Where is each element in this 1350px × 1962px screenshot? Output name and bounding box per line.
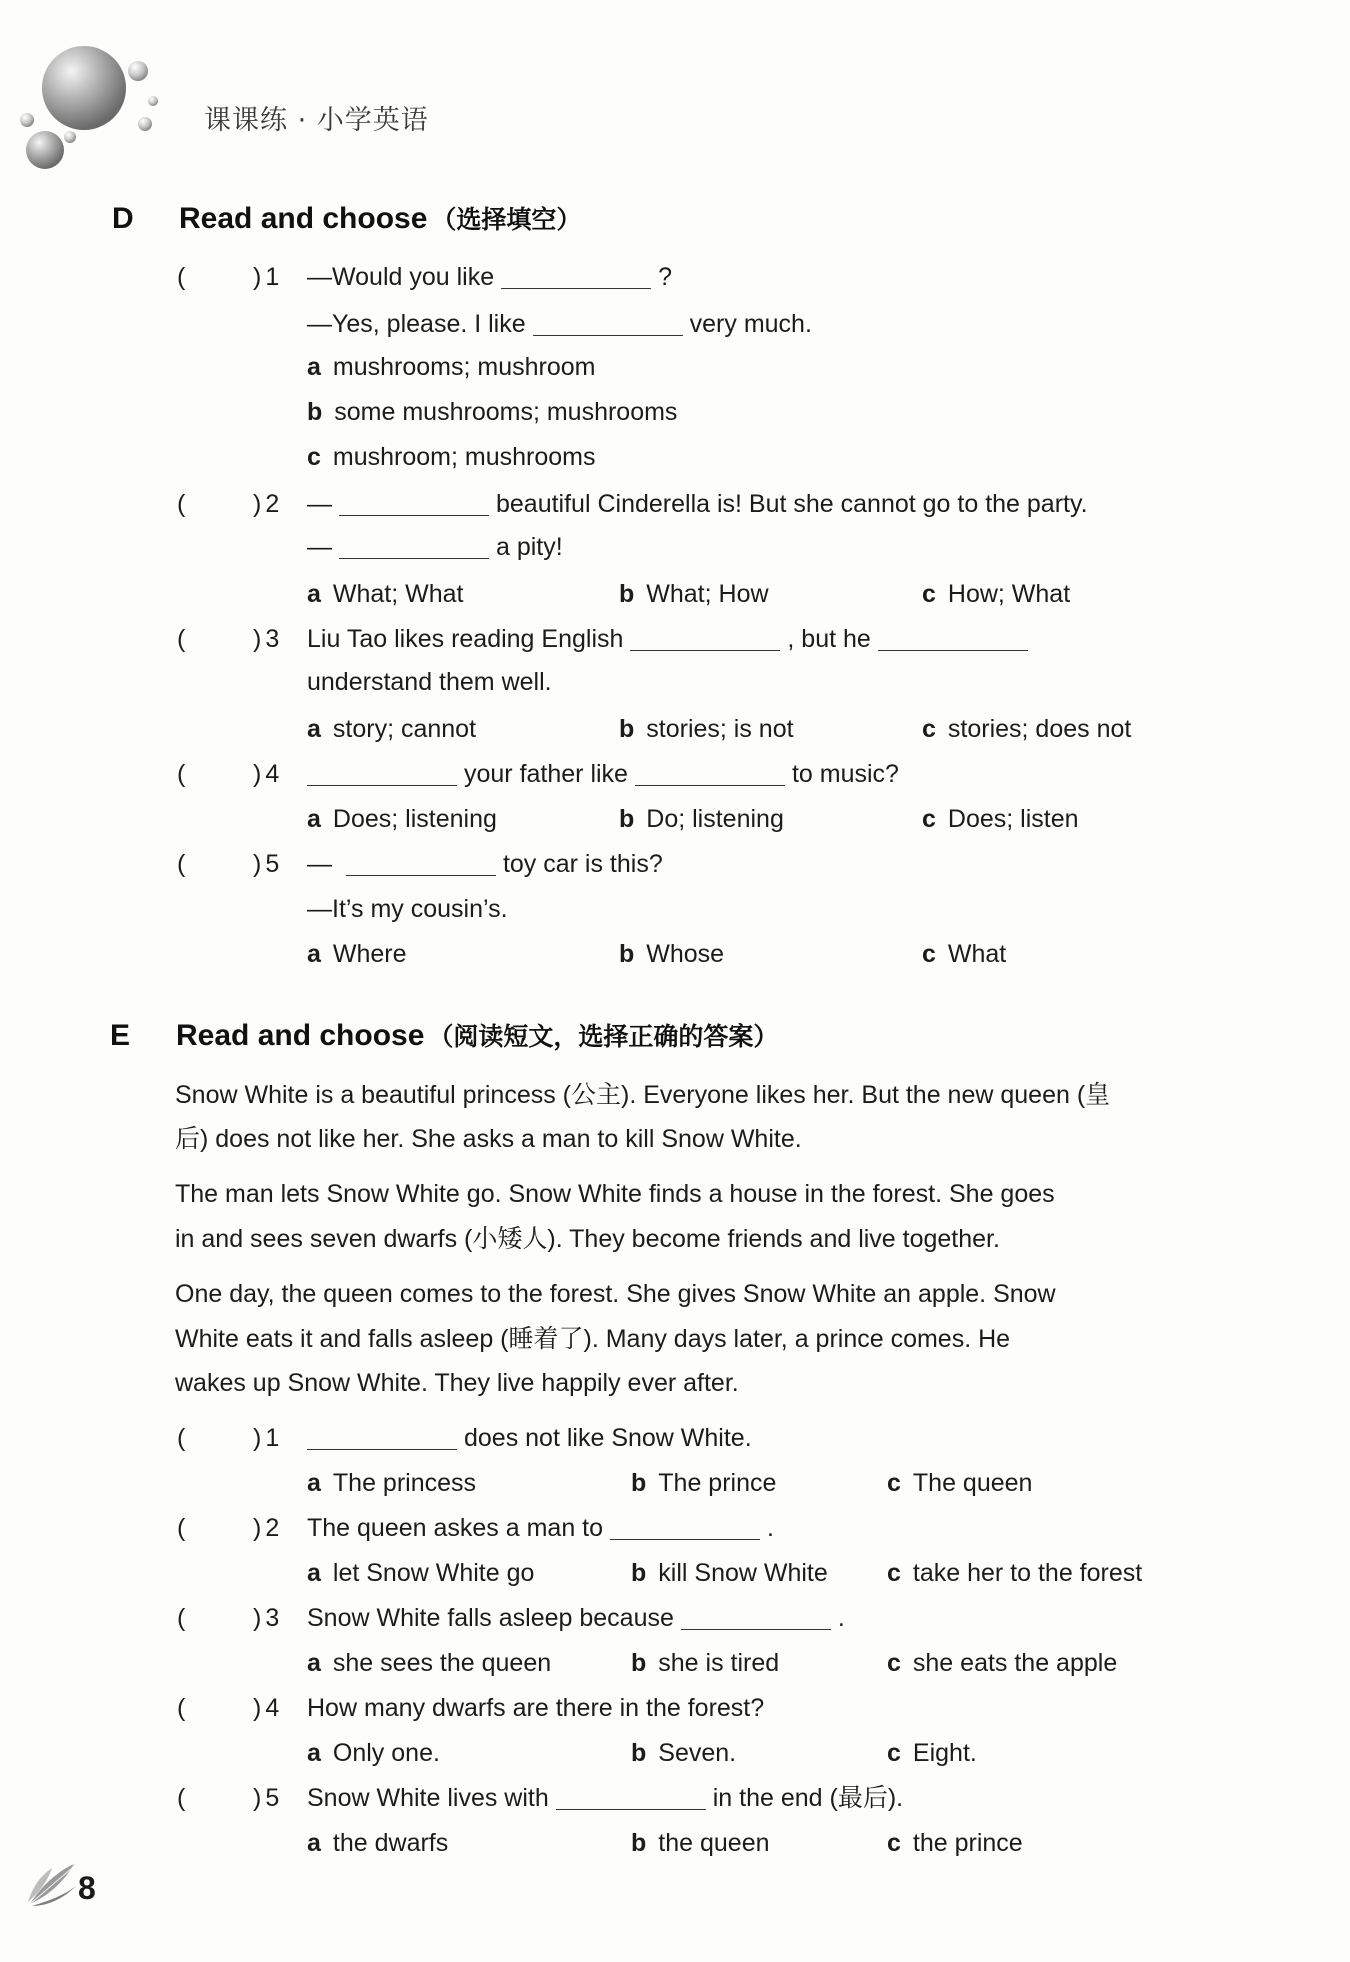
option xyxy=(307,572,464,616)
passage-text: in and sees seven dwarfs (小矮人). They become friends and live together. xyxy=(175,1225,1000,1253)
question-text xyxy=(307,255,672,299)
option-text: Whose xyxy=(646,940,725,968)
question-text: —It’s my cousin’s. xyxy=(307,895,508,923)
section-title xyxy=(179,197,581,242)
d-question-1-option-b xyxy=(0,390,1350,434)
bracket-close-symbol: ) xyxy=(253,263,262,291)
d-question-5 xyxy=(0,842,1350,886)
text-part: very much. xyxy=(689,310,812,338)
answer-blank xyxy=(635,759,785,786)
e-question-3-options xyxy=(0,1641,1350,1685)
d-question-2-options xyxy=(0,572,1350,616)
answer-bracket-open: ( xyxy=(177,1694,186,1722)
question-text xyxy=(307,302,812,346)
bracket-close-symbol: ) xyxy=(253,760,262,788)
bracket-close-symbol: ) xyxy=(253,490,262,518)
option-letter: b xyxy=(631,1469,647,1497)
answer-bracket-close xyxy=(253,617,279,661)
option-text: Does; listen xyxy=(947,805,1079,833)
option xyxy=(619,707,794,751)
option-letter: a xyxy=(307,1739,321,1767)
passage-line xyxy=(0,1217,1350,1261)
answer-bracket-close xyxy=(253,1596,279,1640)
question-text xyxy=(307,1596,845,1640)
question-text xyxy=(307,842,663,886)
option-text: Seven. xyxy=(658,1739,737,1767)
d-question-4-options xyxy=(0,797,1350,841)
option-letter: b xyxy=(631,1559,647,1587)
section-e-heading xyxy=(0,1014,1350,1058)
answer-bracket-close xyxy=(253,482,279,526)
question-number: 2 xyxy=(265,1514,280,1542)
option-letter: c xyxy=(922,940,936,968)
passage-text: Snow White is a beautiful princess (公主). Everyone likes her. But the new queen (皇 xyxy=(175,1081,1111,1109)
answer-blank xyxy=(681,1603,831,1630)
option xyxy=(619,797,784,841)
option-text: stories; is not xyxy=(646,715,794,743)
section-letter: E xyxy=(110,1019,131,1052)
answer-bracket-close xyxy=(253,842,279,886)
option-text: mushroom; mushrooms xyxy=(332,443,596,471)
text-part: in the end (最后). xyxy=(712,1784,904,1812)
option xyxy=(307,390,677,434)
option-text: mushrooms; mushroom xyxy=(332,353,596,381)
option xyxy=(887,1641,1117,1685)
answer-bracket-open: ( xyxy=(177,760,186,788)
option xyxy=(631,1641,779,1685)
option xyxy=(887,1551,1142,1595)
question-text: understand them well. xyxy=(307,668,552,696)
option xyxy=(631,1461,776,1505)
option-text: Eight. xyxy=(912,1739,977,1767)
answer-bracket-open: ( xyxy=(177,490,186,518)
d-question-1 xyxy=(0,255,1350,299)
option-text: she eats the apple xyxy=(912,1649,1118,1677)
option xyxy=(887,1731,977,1775)
bracket-close-symbol: ) xyxy=(253,850,262,878)
answer-bracket-open: ( xyxy=(177,625,186,653)
option-text: How; What xyxy=(947,580,1071,608)
passage-text: One day, the queen comes to the forest. She gives Snow White an apple. Snow xyxy=(175,1280,1056,1308)
d-question-5-line-2 xyxy=(0,887,1350,931)
option xyxy=(307,345,595,389)
section-d-heading xyxy=(0,197,1350,241)
option-letter: b xyxy=(619,580,635,608)
option-letter: a xyxy=(307,580,321,608)
bubbles-decoration-icon xyxy=(0,0,175,180)
answer-blank xyxy=(556,1783,706,1810)
bracket-close-symbol: ) xyxy=(253,625,262,653)
text-part: —Would you like xyxy=(307,263,495,291)
question-text xyxy=(307,1416,752,1460)
option-text: some mushrooms; mushrooms xyxy=(334,398,678,426)
question-number: 4 xyxy=(265,1694,280,1722)
d-question-1-line-2 xyxy=(0,302,1350,346)
question-text xyxy=(307,1776,903,1820)
section-title-text: Read and choose xyxy=(179,202,428,235)
option-text: The queen xyxy=(912,1469,1033,1497)
option-letter: c xyxy=(887,1469,901,1497)
answer-bracket-close xyxy=(253,752,279,796)
option xyxy=(922,707,1131,751)
option xyxy=(619,932,724,976)
option xyxy=(619,572,769,616)
text-part: Liu Tao likes reading English xyxy=(307,625,624,653)
option xyxy=(307,797,497,841)
option-letter: b xyxy=(631,1649,647,1677)
passage-line xyxy=(0,1117,1350,1161)
option-letter: a xyxy=(307,1559,321,1587)
option xyxy=(887,1821,1023,1865)
option xyxy=(887,1461,1032,1505)
section-title-text: Read and choose xyxy=(176,1019,425,1052)
text-part: toy car is this? xyxy=(502,850,663,878)
section-subtitle: （阅读短文，选择正确的答案） xyxy=(428,1023,779,1051)
option-text: The prince xyxy=(658,1469,777,1497)
option xyxy=(922,572,1070,616)
option-letter: a xyxy=(307,353,321,381)
passage-line xyxy=(0,1272,1350,1316)
d-question-1-option-c xyxy=(0,435,1350,479)
option-letter: c xyxy=(887,1829,901,1857)
option-text: the prince xyxy=(912,1829,1023,1857)
e-question-4-options xyxy=(0,1731,1350,1775)
option-letter: b xyxy=(631,1829,647,1857)
text-part: — xyxy=(307,490,332,518)
option-letter: c xyxy=(887,1559,901,1587)
question-number: 3 xyxy=(265,625,280,653)
option xyxy=(307,1551,534,1595)
option xyxy=(307,707,476,751)
passage-line xyxy=(0,1073,1350,1117)
passage-text: wakes up Snow White. They live happily ever after. xyxy=(175,1369,739,1397)
option-text: she is tired xyxy=(658,1649,780,1677)
option-letter: a xyxy=(307,1829,321,1857)
answer-blank xyxy=(339,489,489,516)
option-letter: a xyxy=(307,715,321,743)
e-question-5-options xyxy=(0,1821,1350,1865)
option-letter: a xyxy=(307,805,321,833)
option-text: Does; listening xyxy=(332,805,497,833)
option-text: kill Snow White xyxy=(658,1559,828,1587)
text-part: —Yes, please. I like xyxy=(307,310,526,338)
book-title: 课课练 · 小学英语 xyxy=(204,105,429,136)
answer-bracket-close xyxy=(253,1416,279,1460)
answer-blank xyxy=(307,759,457,786)
passage-line xyxy=(0,1317,1350,1361)
question-number: 1 xyxy=(265,263,280,291)
d-question-2 xyxy=(0,482,1350,526)
text-part: to music? xyxy=(791,760,899,788)
answer-bracket-open: ( xyxy=(177,1604,186,1632)
e-question-2-options xyxy=(0,1551,1350,1595)
text-part: , but he xyxy=(787,625,871,653)
option-letter: c xyxy=(922,715,936,743)
option-letter: c xyxy=(922,805,936,833)
section-subtitle: （选择填空） xyxy=(431,206,582,234)
text-part: your father like xyxy=(464,760,628,788)
option-text: What; How xyxy=(646,580,769,608)
option-text: story; cannot xyxy=(332,715,477,743)
d-question-4 xyxy=(0,752,1350,796)
text-part: beautiful Cinderella is! But she cannot go to the party. xyxy=(496,490,1088,518)
passage-line xyxy=(0,1361,1350,1405)
answer-bracket-open: ( xyxy=(177,1424,186,1452)
answer-bracket-close xyxy=(253,255,279,299)
answer-blank xyxy=(878,624,1028,651)
option xyxy=(631,1551,828,1595)
answer-bracket-open: ( xyxy=(177,850,186,878)
answer-bracket-open: ( xyxy=(177,263,186,291)
option xyxy=(307,932,407,976)
e-question-3 xyxy=(0,1596,1350,1640)
option-text: The princess xyxy=(332,1469,477,1497)
passage-line xyxy=(0,1172,1350,1216)
option xyxy=(631,1731,736,1775)
e-question-1 xyxy=(0,1416,1350,1460)
option-letter: b xyxy=(307,398,323,426)
e-question-2 xyxy=(0,1506,1350,1550)
passage-text: The man lets Snow White go. Snow White finds a house in the forest. She goes xyxy=(175,1180,1055,1208)
option xyxy=(307,1731,440,1775)
text-part: ? xyxy=(658,263,673,291)
d-question-2-line-2 xyxy=(0,525,1350,569)
d-question-3-options xyxy=(0,707,1350,751)
d-question-5-options xyxy=(0,932,1350,976)
answer-blank xyxy=(307,1423,457,1450)
option-letter: a xyxy=(307,1469,321,1497)
question-number: 2 xyxy=(265,490,280,518)
option xyxy=(922,932,1006,976)
answer-bracket-open: ( xyxy=(177,1784,186,1812)
answer-bracket-close xyxy=(253,1686,279,1730)
passage-text: 后) does not like her. She asks a man to kill Snow White. xyxy=(175,1125,802,1153)
e-question-1-options xyxy=(0,1461,1350,1505)
option-text: Where xyxy=(332,940,407,968)
answer-blank xyxy=(339,532,489,559)
text-part: . xyxy=(837,1604,845,1632)
answer-blank xyxy=(630,624,780,651)
option-letter: c xyxy=(887,1649,901,1677)
text-part: . xyxy=(767,1514,774,1542)
option-text: the dwarfs xyxy=(332,1829,449,1857)
question-text xyxy=(307,752,899,796)
option-letter: c xyxy=(922,580,936,608)
question-number: 5 xyxy=(265,1784,280,1812)
bracket-close-symbol: ) xyxy=(253,1604,262,1632)
e-question-5 xyxy=(0,1776,1350,1820)
answer-bracket-close xyxy=(253,1776,279,1820)
option-letter: b xyxy=(619,940,635,968)
text-part: a pity! xyxy=(496,533,563,561)
option xyxy=(307,1821,448,1865)
text-part: — xyxy=(307,850,339,878)
d-question-3 xyxy=(0,617,1350,661)
bracket-close-symbol: ) xyxy=(253,1694,262,1722)
leaf-icon xyxy=(26,1858,78,1908)
page-number: 8 xyxy=(78,1870,96,1906)
option-text: she sees the queen xyxy=(332,1649,552,1677)
e-question-4 xyxy=(0,1686,1350,1730)
option-letter: b xyxy=(619,715,635,743)
question-text xyxy=(307,617,1035,661)
option-letter: b xyxy=(619,805,635,833)
question-number: 4 xyxy=(265,760,280,788)
text-part: Snow White lives with xyxy=(307,1784,549,1812)
bracket-close-symbol: ) xyxy=(253,1784,262,1812)
section-letter: D xyxy=(112,202,134,235)
option xyxy=(307,435,595,479)
section-title xyxy=(176,1014,778,1059)
option xyxy=(922,797,1079,841)
bracket-close-symbol: ) xyxy=(253,1514,262,1542)
answer-blank xyxy=(533,309,683,336)
answer-bracket-open: ( xyxy=(177,1514,186,1542)
option-text: the queen xyxy=(658,1829,770,1857)
text-part: — xyxy=(307,533,332,561)
option-letter: a xyxy=(307,940,321,968)
answer-bracket-close xyxy=(253,1506,279,1550)
text-part: does not like Snow White. xyxy=(464,1424,752,1452)
option-text: Only one. xyxy=(332,1739,440,1767)
option-text: What xyxy=(947,940,1007,968)
question-text xyxy=(307,525,563,569)
passage-text: White eats it and falls asleep (睡着了). Many days later, a prince comes. He xyxy=(175,1325,1011,1353)
option-letter: a xyxy=(307,1649,321,1677)
text-part: The queen askes a man to xyxy=(307,1514,604,1542)
option-letter: c xyxy=(887,1739,901,1767)
question-text xyxy=(307,1506,774,1550)
option-text: What; What xyxy=(332,580,464,608)
answer-blank xyxy=(610,1513,760,1540)
d-question-1-option-a xyxy=(0,345,1350,389)
option xyxy=(307,1461,476,1505)
d-question-3-line-2 xyxy=(0,660,1350,704)
option-letter: c xyxy=(307,443,321,471)
option xyxy=(307,1641,551,1685)
text-part: Snow White falls asleep because xyxy=(307,1604,674,1632)
option-text: take her to the forest xyxy=(912,1559,1143,1587)
question-number: 1 xyxy=(265,1424,280,1452)
option-text: let Snow White go xyxy=(332,1559,535,1587)
answer-blank xyxy=(501,262,651,289)
option-text: stories; does not xyxy=(947,715,1132,743)
answer-blank xyxy=(346,849,496,876)
option-letter: b xyxy=(631,1739,647,1767)
question-number: 5 xyxy=(265,850,280,878)
question-number: 3 xyxy=(265,1604,280,1632)
option xyxy=(631,1821,770,1865)
question-text xyxy=(307,482,1088,526)
bracket-close-symbol: ) xyxy=(253,1424,262,1452)
option-text: Do; listening xyxy=(646,805,784,833)
question-text: How many dwarfs are there in the forest? xyxy=(307,1694,765,1722)
